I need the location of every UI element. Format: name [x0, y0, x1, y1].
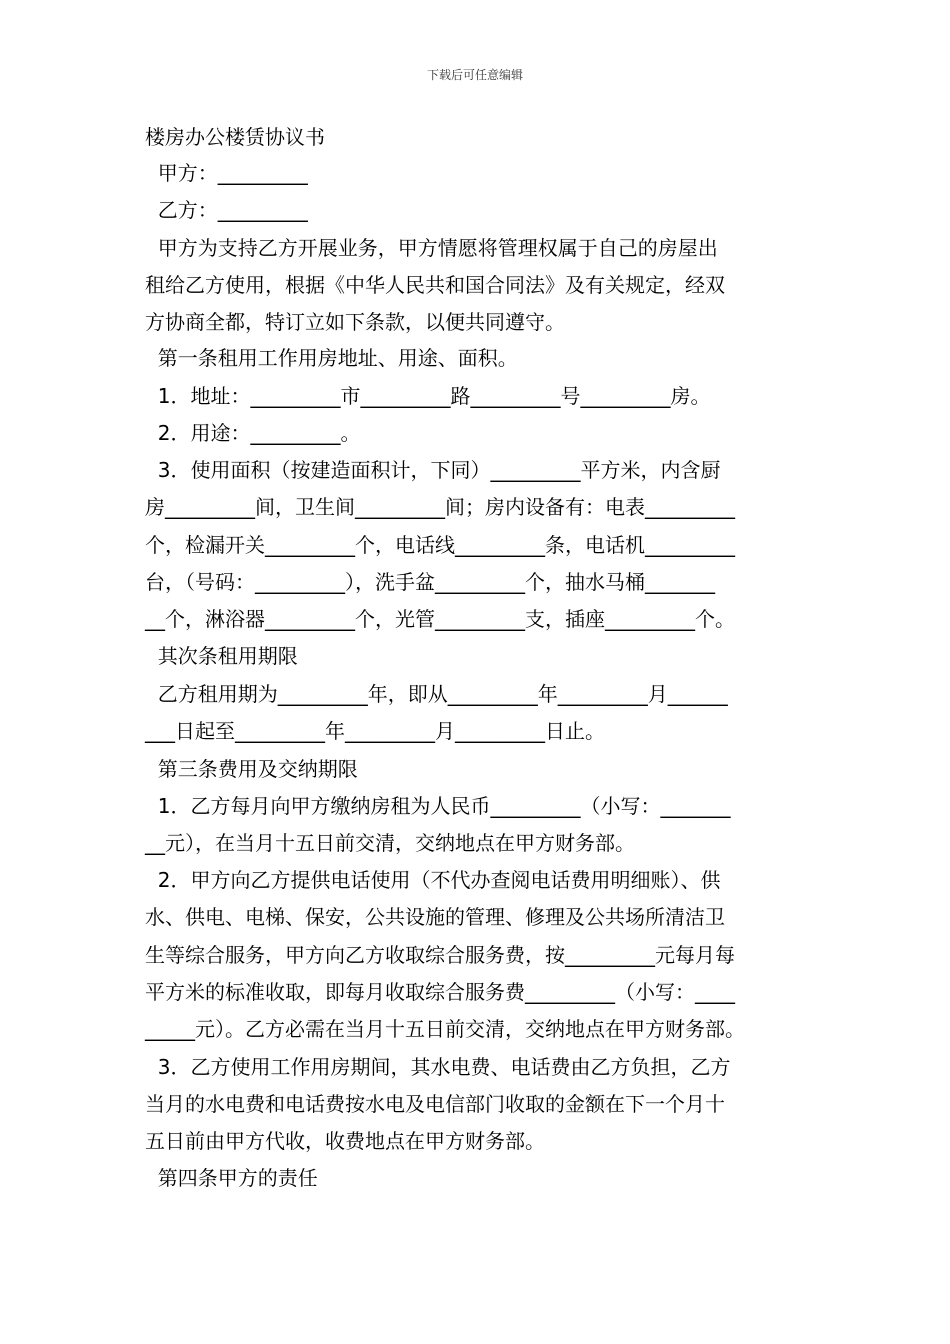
paragraph-line: 个，检漏开关_________个，电话线_________条，电话机_________: [145, 533, 735, 557]
section-heading: 第四条甲方的责任: [145, 1166, 318, 1190]
paragraph-line: 乙方租用期为_________年，即从_________年_________月______: [145, 682, 728, 706]
paragraph-line: 五日前由甲方代收，收费地点在甲方财务部。: [145, 1129, 545, 1153]
paragraph-line: 方协商全都，特订立如下条款，以便共同遵守。: [145, 310, 565, 334]
paragraph-line: 水、供电、电梯、保安，公共设施的管理、修理及公共场所清洁卫: [145, 905, 725, 929]
paragraph-line: ___日起至_________年_________月_________日止。: [145, 719, 605, 743]
paragraph-line: 房_________间，卫生间_________间；房内设备有：电表_________: [145, 495, 735, 519]
paragraph-line: 1．乙方每月向甲方缴纳房租为人民币_________（小写：_______: [145, 794, 731, 818]
section-heading: 其次条租用期限: [145, 644, 298, 668]
paragraph-line: 乙方：_________: [145, 198, 308, 222]
paragraph-line: 2．用途：_________。: [145, 421, 361, 445]
section-heading: 第一条租用工作用房地址、用途、面积。: [145, 346, 518, 370]
paragraph-line: 3．使用面积（按建造面积计，下同）_________平方米，内含厨: [145, 458, 721, 482]
paragraph-line: _____元）。乙方必需在当月十五日前交清，交纳地点在甲方财务部。: [145, 1017, 745, 1041]
paragraph-line: __个，淋浴器_________个，光管_________支，插座_________个。: [145, 607, 735, 631]
paragraph-line: __元），在当月十五日前交清，交纳地点在甲方财务部。: [145, 831, 635, 855]
paragraph-line: 租给乙方使用，根据《中华人民共和国合同法》及有关规定，经双: [145, 273, 725, 297]
paragraph-line: 台，（号码：_________），洗手盆_________个，抽水马桶_______: [145, 570, 715, 594]
section-heading: 第三条费用及交纳期限: [145, 757, 358, 781]
paragraph-line: 1．地址：_________市_________路_________号_________房。: [145, 384, 711, 408]
page-header: 下载后可任意编辑: [426, 68, 523, 82]
paragraph-line: 当月的水电费和电话费按水电及电信部门收取的金额在下一个月十: [145, 1092, 725, 1116]
paragraph-line: 甲方为支持乙方开展业务，甲方情愿将管理权属于自己的房屋出: [145, 236, 718, 260]
paragraph-line: 3．乙方使用工作用房期间，其水电费、电话费由乙方负担，乙方: [145, 1055, 731, 1079]
document-title: 楼房办公楼赁协议书: [145, 125, 325, 149]
paragraph-line: 生等综合服务，甲方向乙方收取综合服务费，按_________元每月每: [145, 943, 735, 967]
paragraph-line: 2．甲方向乙方提供电话使用（不代办查阅电话费用明细账）、供: [145, 868, 721, 892]
paragraph-line: 平方米的标准收取，即每月收取综合服务费_________（小写：____: [145, 980, 735, 1004]
paragraph-line: 甲方：_________: [145, 161, 308, 185]
